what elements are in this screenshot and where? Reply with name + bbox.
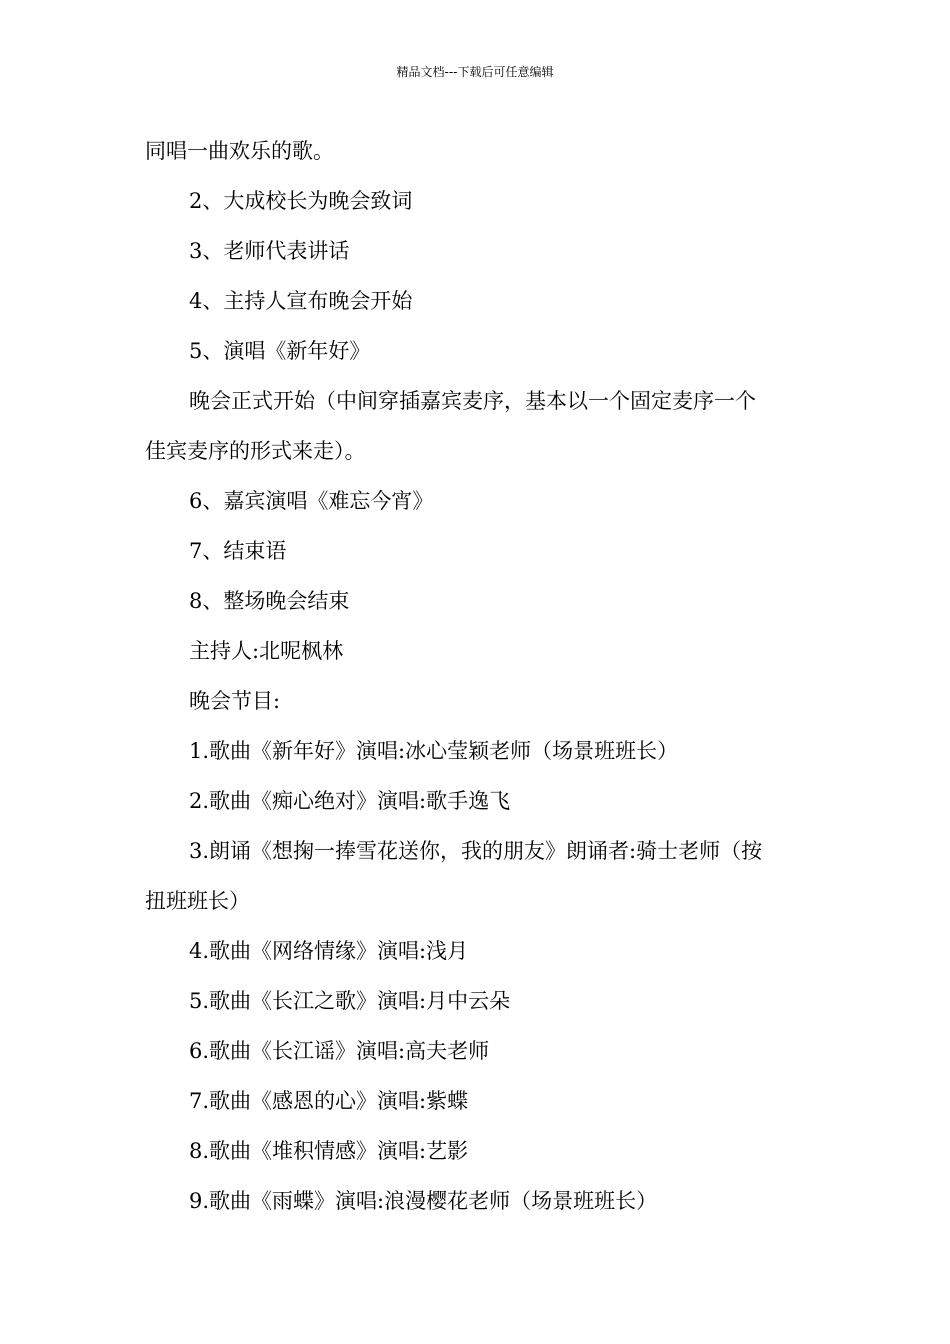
host-line: 主持人:北呢枫林 (189, 639, 344, 663)
performance-item-9: 9.歌曲《雨蝶》演唱:浪漫樱花老师（场景班班长） (189, 1189, 658, 1213)
page-header: 精品文档---下载后可任意编辑 (396, 65, 554, 79)
program-item-4: 4、主持人宣布晚会开始 (189, 289, 413, 313)
program-item-5: 5、演唱《新年好》 (189, 339, 371, 363)
program-item-7: 7、结束语 (189, 539, 287, 563)
performance-item-7: 7.歌曲《感恩的心》演唱:紫蝶 (189, 1089, 469, 1113)
performance-item-6: 6.歌曲《长江谣》演唱:高夫老师 (189, 1039, 490, 1063)
paragraph-continuation: 同唱一曲欢乐的歌。 (145, 139, 334, 163)
performance-item-8: 8.歌曲《堆积情感》演唱:艺影 (189, 1139, 469, 1163)
performance-item-5: 5.歌曲《长江之歌》演唱:月中云朵 (189, 989, 511, 1013)
performance-item-4: 4.歌曲《网络情缘》演唱:浅月 (189, 939, 469, 963)
performance-item-3-line-1: 3.朗诵《想掬一捧雪花送你，我的朋友》朗诵者:骑士老师（按 (189, 839, 763, 863)
program-item-6: 6、嘉宾演唱《难忘今宵》 (189, 489, 434, 513)
document-body (145, 136, 810, 1236)
performance-item-3 (145, 836, 810, 936)
program-item-8: 8、整场晚会结束 (189, 589, 350, 613)
program-item-2: 2、大成校长为晚会致词 (189, 189, 413, 213)
gala-start-line-1: 晚会正式开始（中间穿插嘉宾麦序，基本以一个固定麦序一个 (189, 389, 756, 413)
gala-start-paragraph (145, 386, 810, 486)
program-item-3: 3、老师代表讲话 (189, 239, 350, 263)
program-heading: 晚会节目: (189, 689, 281, 713)
gala-start-line-2: 佳宾麦序的形式来走）。 (145, 439, 366, 463)
performance-item-2: 2.歌曲《痴心绝对》演唱:歌手逸飞 (189, 789, 511, 813)
performance-item-1: 1.歌曲《新年好》演唱:冰心莹颖老师（场景班班长） (189, 739, 679, 763)
performance-item-3-line-2: 扭班班长） (145, 889, 250, 913)
